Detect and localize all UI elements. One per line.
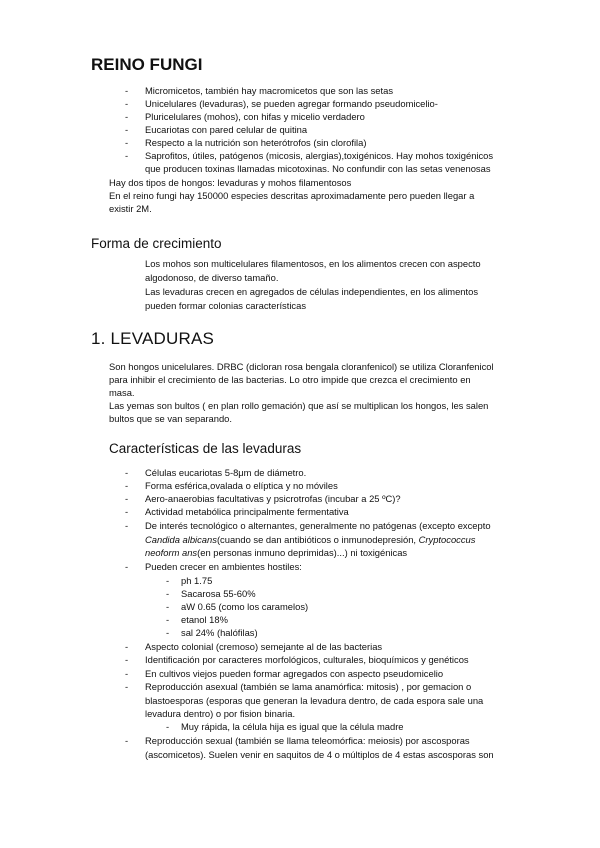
list-item: - De interés tecnológico o alternantes, generalmente no patógenas (excepto excepto — [125, 520, 491, 531]
list-item: - Saprofitos, útiles, patógenos (micosis, alergias),toxigénicos. Hay mohos toxigénicos — [125, 150, 494, 161]
sub-list-item: - ph 1.75 — [166, 575, 213, 586]
intro-text: existir 2M. — [109, 203, 152, 214]
list-item: - Células eucariotas 5-8μm de diámetro. — [125, 467, 307, 478]
bullet: - — [125, 641, 129, 652]
list-item-continuation: levadura dentro) o por fision binaria. — [145, 708, 296, 719]
list-item: - Micromicetos, también hay macromicetos que son las setas — [125, 85, 394, 96]
bullet: - — [125, 85, 129, 96]
levaduras-text: Son hongos unicelulares. DRBC (dicloran rosa bengala cloranfenicol) se utiliza Cloranfenicol — [109, 361, 494, 372]
bullet: - — [166, 575, 170, 586]
list-item: - Forma esférica,ovalada o elíptica y no móviles — [125, 480, 338, 491]
levaduras-text: masa. — [109, 387, 135, 398]
list-item: - Actividad metabólica principalmente fermentativa — [125, 506, 349, 517]
list-item: - Reproducción sexual (también se llama teleomórfica: meiosis) por ascosporas — [125, 735, 470, 746]
list-item: - Eucariotas con pared celular de quitina — [125, 124, 308, 135]
list-item-continuation: (ascomicetos). Suelen venir en saquitos de 4 o múltiplos de 4 estas ascosporas son — [145, 749, 494, 760]
bullet: - — [125, 124, 129, 135]
bullet: - — [166, 588, 170, 599]
page-title: REINO FUNGI — [91, 55, 203, 74]
list-item: - Respecto a la nutrición son heterótrofos (sin clorofila) — [125, 137, 367, 148]
bullet: - — [166, 614, 170, 625]
bullet: - — [125, 668, 129, 679]
intro-text: Hay dos tipos de hongos: levaduras y mohos filamentosos — [109, 177, 352, 188]
bullet: - — [125, 735, 129, 746]
bullet: - — [166, 627, 170, 638]
levaduras-text: Las yemas son bultos ( en plan rollo gemación) que así se multiplican los hongos, les salen — [109, 400, 489, 411]
growth-text: Las levaduras crecen en agregados de células independientes, en los alimentos — [145, 286, 479, 297]
growth-text: Los mohos son multicelulares filamentosos, en los alimentos crecen con aspecto — [145, 258, 481, 269]
sub-list-item: - aW 0.65 (como los caramelos) — [166, 601, 309, 612]
section-heading-levaduras: 1. LEVADURAS — [91, 329, 215, 348]
levaduras-text: bultos que se van separando. — [109, 413, 233, 424]
growth-text: pueden formar colonias características — [145, 300, 307, 311]
sub-list-item: - sal 24% (halófilas) — [166, 627, 258, 638]
sub-list-item: - Sacarosa 55-60% — [166, 588, 256, 599]
bullet: - — [125, 493, 129, 504]
intro-text: En el reino fungi hay 150000 especies descritas aproximadamente pero pueden llegar a — [109, 190, 475, 201]
bullet: - — [125, 561, 129, 572]
bullet: - — [125, 520, 129, 531]
list-item: - Aero-anaerobias facultativas y psicrotrofas (incubar a 25 ºC)? — [125, 493, 401, 504]
species-name: Candida albicans — [145, 534, 217, 545]
list-item: - En cultivos viejos pueden formar agregados con aspecto pseudomicelio — [125, 668, 444, 679]
growth-text: algodonoso, de diverso tamaño. — [145, 272, 279, 283]
list-item: - Identificación por caracteres morfológicos, culturales, bioquímicos y genéticos — [125, 654, 469, 665]
levaduras-text: para inhibir el crecimiento de las bacterias. Lo otro impide que crezca el crecimiento en — [109, 374, 471, 385]
sub-list-item: - etanol 18% — [166, 614, 228, 625]
section-heading-growth: Forma de crecimiento — [91, 236, 222, 251]
list-item-continuation: que producen toxinas llamadas micotoxinas. No confundir con las setas venenosas — [145, 163, 491, 174]
species-name: neoform ans — [145, 547, 198, 558]
bullet: - — [125, 111, 129, 122]
bullet: - — [125, 137, 129, 148]
list-item: - Unicelulares (levaduras), se pueden agregar formando pseudomicelio- — [125, 98, 438, 109]
section-heading-caracteristicas: Características de las levaduras — [109, 441, 302, 456]
bullet: - — [125, 98, 129, 109]
list-item-continuation: blastoesporas (esporas que generan la levadura dentro, de cada espora sale una — [145, 695, 484, 706]
bullet: - — [125, 480, 129, 491]
list-item-continuation: neoform ans(en personas inmuno deprimidas)...) ni toxigénicas — [145, 547, 408, 558]
bullet: - — [166, 601, 170, 612]
list-item-continuation: Candida albicans(cuando se dan antibióticos o inmunodepresión, Cryptococcus — [145, 534, 476, 545]
list-item: - Aspecto colonial (cremoso) semejante al de las bacterias — [125, 641, 383, 652]
bullet: - — [125, 150, 129, 161]
bullet: - — [125, 681, 129, 692]
bullet: - — [125, 506, 129, 517]
list-item: - Pueden crecer en ambientes hostiles: — [125, 561, 302, 572]
bullet: - — [166, 721, 170, 732]
list-item: - Reproducción asexual (también se lama anamórfica: mitosis) , por gemacion o — [125, 681, 472, 692]
list-item: - Pluricelulares (mohos), con hifas y micelio verdadero — [125, 111, 365, 122]
sub-list-item: - Muy rápida, la célula hija es igual que la célula madre — [166, 721, 404, 732]
bullet: - — [125, 654, 129, 665]
species-name: Cryptococcus — [418, 534, 476, 545]
bullet: - — [125, 467, 129, 478]
